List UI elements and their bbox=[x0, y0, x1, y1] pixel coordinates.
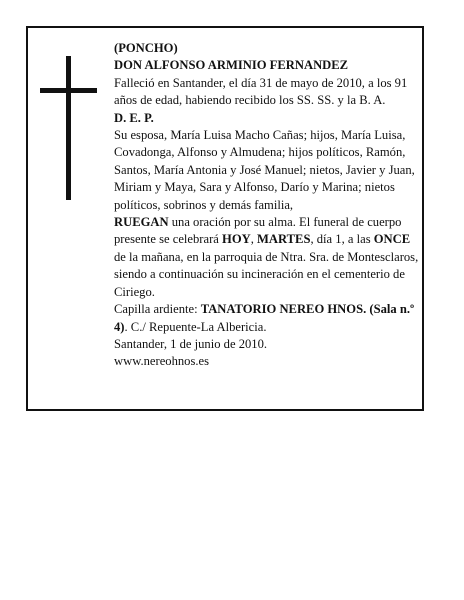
ruegan-word: RUEGAN bbox=[114, 215, 169, 230]
family-list: Su esposa, María Luisa Macho Cañas; hijos, María Luisa, Covadonga, Alfonso y Almudena; hijos políticos, Ramón, Santos, María Antonia y José Manuel; nietos, Javier y Juan, Miriam y Maya, Sara y Alfonso, Darío y Marina; nietos políticos, sobrinos y demás familia, bbox=[114, 128, 415, 212]
website-link[interactable]: www.nereohnos.es bbox=[114, 354, 210, 369]
chapel-label: Capilla ardiente: bbox=[114, 302, 201, 317]
notice-text bbox=[114, 40, 420, 371]
request-text-3: , día 1, a las bbox=[310, 232, 374, 247]
deceased-name: DON ALFONSO ARMINIO FERNANDEZ bbox=[114, 58, 349, 73]
request-text-2: , bbox=[250, 232, 258, 247]
cross-vertical-bar bbox=[66, 56, 71, 200]
chapel-info bbox=[114, 301, 420, 336]
request-text-4: de la mañana, en la parroquia de Ntra. Sra. de Montesclaros, siendo a continuación su incineración en el cementerio de Ciriego. bbox=[114, 249, 419, 299]
once-word: ONCE bbox=[373, 232, 411, 247]
cross-horizontal-bar bbox=[40, 88, 97, 93]
dep-line: D. E. P. bbox=[114, 110, 154, 125]
chapel-place: TANATORIO NEREO HNOS. (Sala n.º 4) bbox=[114, 302, 415, 334]
date-place: Santander, 1 de junio de 2010. bbox=[114, 336, 268, 351]
martes-word: MARTES bbox=[257, 232, 311, 247]
chapel-address: . C./ Repuente-La Albericia. bbox=[124, 319, 267, 334]
death-info: Falleció en Santander, el día 31 de mayo de 2010, a los 91 años de edad, habiendo recibido los SS. SS. y la B. A. bbox=[114, 75, 408, 108]
obituary-notice bbox=[26, 26, 424, 411]
hoy-word: HOY bbox=[222, 232, 251, 247]
funeral-request bbox=[114, 214, 420, 301]
nickname: (PONCHO) bbox=[114, 41, 178, 55]
cross-icon bbox=[40, 56, 96, 200]
request-text-1: una oración por su alma. El funeral de cuerpo presente se celebrará bbox=[114, 215, 402, 247]
